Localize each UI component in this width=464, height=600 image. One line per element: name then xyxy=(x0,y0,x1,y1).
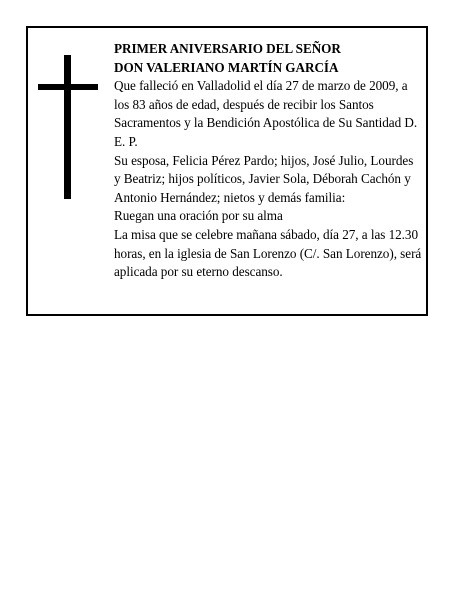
mass-paragraph: La misa que se celebre mañana sábado, día 27, a las 12.30 horas, en la iglesia de San Lorenzo (C/. San Lorenzo), será aplicada por su eterno descanso. xyxy=(114,226,422,280)
cross-vertical-bar xyxy=(64,55,71,199)
cross-icon xyxy=(38,55,98,199)
heading-line-1: PRIMER ANIVERSARIO DEL SEÑOR xyxy=(114,41,341,56)
heading-line-2: DON VALERIANO MARTÍN GARCÍA xyxy=(114,59,339,75)
notice-text xyxy=(114,40,422,282)
prayer-request: Ruegan una oración por su alma xyxy=(114,208,283,224)
death-paragraph: Que falleció en Valladolid el día 27 de marzo de 2009, a los 83 años de edad, después de recibir los Santos Sacramentos y la Bendición Apostólica de Su Santidad D. E. P. xyxy=(114,78,418,149)
family-paragraph: Su esposa, Felicia Pérez Pardo; hijos, José Julio, Lourdes y Beatriz; hijos políticos, Javier Sola, Déborah Cachón y Antonio Hernández; nietos y demás familia: xyxy=(114,152,414,205)
obituary-notice xyxy=(26,26,428,316)
cross-horizontal-bar xyxy=(38,84,98,90)
